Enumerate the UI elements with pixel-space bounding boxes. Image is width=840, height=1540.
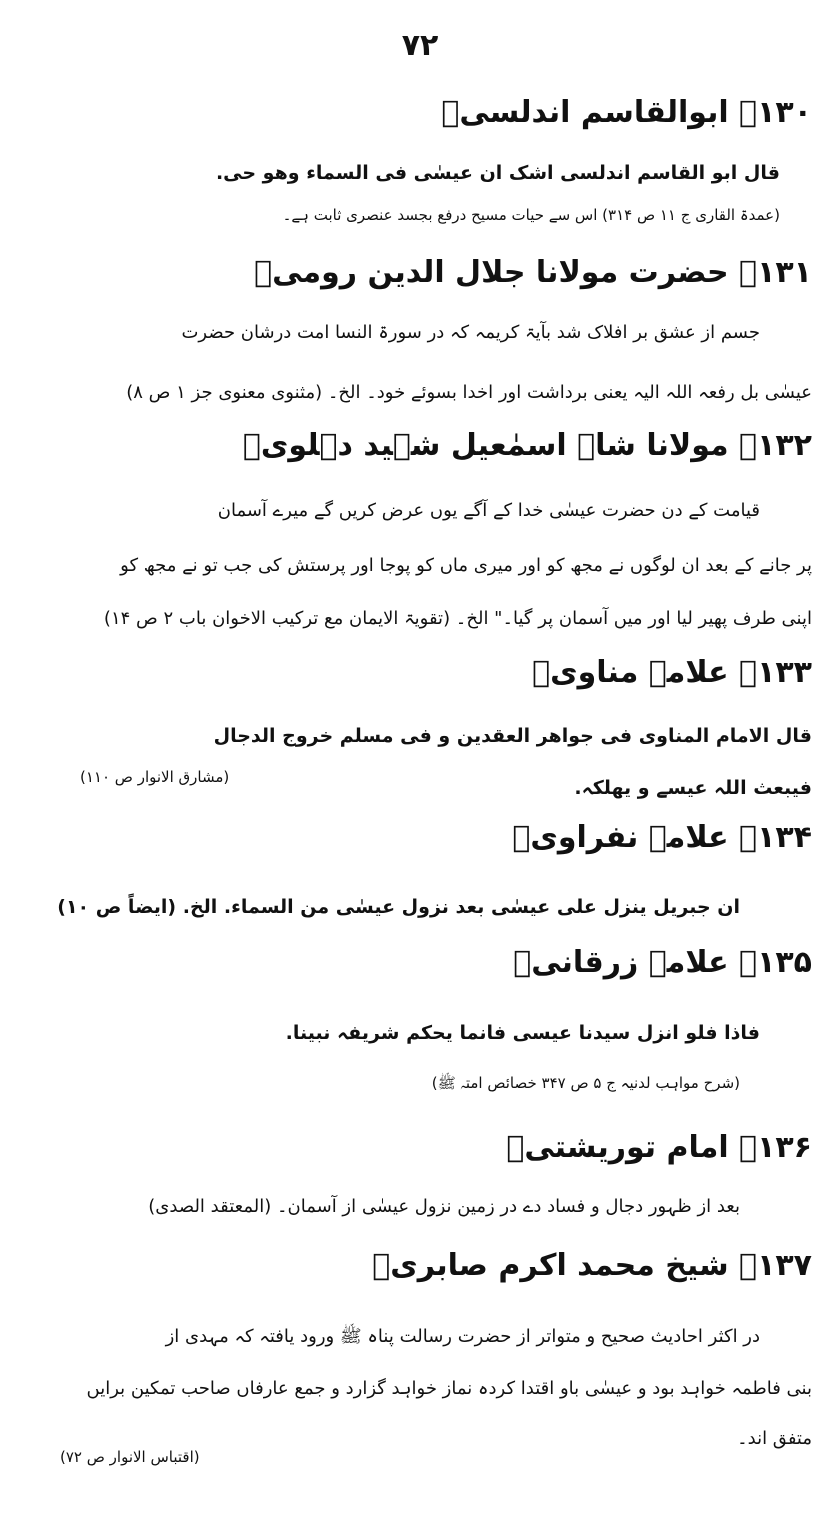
section-heading-131: ۱۳۱۔ حضرت مولانا جلال الدین رومیؒ	[254, 255, 812, 290]
section-135-line-1: فاذا فلو انزل سیدنا عیسی فانما یحکم شریفہ نبینا.	[285, 1022, 760, 1044]
section-heading-134: ۱۳۴۔ علامہ نفراویؒ	[512, 820, 812, 855]
section-136-line-1: بعد از ظہور دجال و فساد دے در زمین نزول عیسٰی از آسمان۔ (المعتقد الصدی)	[148, 1196, 740, 1217]
section-131-line-1: جسم از عشق بر افلاک شد بآیۃ کریمہ کہ در سورۃ النسا امت درشان حضرت	[181, 322, 760, 343]
section-133-line-1: قال الامام المناوی فی جواھر العقدین و فی مسلم خروج الدجال	[213, 725, 812, 747]
section-132-line-2: پر جانے کے بعد ان لوگوں نے مجھ کو اور میری ماں کو پوجا اور پرستش کی جب تو نے مجھ کو	[120, 555, 812, 576]
section-133-reference: (مشارق الانوار ص ۱۱۰)	[80, 768, 230, 786]
section-137-line-1: در اکثر احادیث صحیح و متواتر از حضرت رسالت پناہ ﷺ ورود یافتہ کہ مہدی از	[165, 1326, 760, 1347]
section-132-line-3: اپنی طرف پھیر لیا اور میں آسمان پر گیا۔" الخ۔ (تقویۃ الایمان مع ترکیب الاخوان باب ۲ ص ۱۴)	[103, 608, 812, 629]
page-number: ۷۲	[401, 28, 439, 63]
section-heading-135: ۱۳۵۔ علامہ زرقانیؒ	[513, 945, 812, 980]
section-130-line-1: قال ابو القاسم اندلسی اشک ان عیسٰی فی السماء وھو حی.	[215, 162, 780, 184]
section-134-line-1: ان جبریل ینزل علی عیسٰی بعد نزول عیسٰی من السماء. الخ. (ایضاً ص ۱۰)	[57, 896, 740, 918]
section-133-line-2: فیبعث اللہ عیسے و یھلکہ.	[574, 777, 812, 799]
section-131-line-2: عیسٰی بل رفعہ اللہ الیہ یعنی برداشت اور اخدا بسوئے خود۔ الخ۔ (مثنوی معنوی جز ۱ ص ۸)	[126, 382, 812, 403]
section-heading-130: ۱۳۰۔ ابوالقاسم اندلسیؒ	[441, 95, 812, 130]
section-132-line-1: قیامت کے دن حضرت عیسٰی خدا کے آگے یوں عرض کریں گے میرے آسمان	[217, 500, 760, 521]
section-130-line-2: (عمدۃ القاری ج ۱۱ ص ۳۱۴) اس سے حیات مسیح درفع بجسد عنصری ثابت ہے۔	[282, 206, 780, 224]
section-137-line-2: بنی فاطمہ خواہد بود و عیسٰی باو اقتدا کردہ نماز خواہد گزارد و جمع عارفاں صاحب تمکین برایں	[86, 1378, 812, 1399]
section-heading-132: ۱۳۲۔ مولانا شاہ اسمٰعیل شہید دہلویؒ	[242, 428, 812, 463]
section-137-line-3: متفق اند۔	[737, 1428, 812, 1449]
section-137-reference: (اقتباس الانوار ص ۷۲)	[60, 1448, 200, 1466]
section-135-line-2: (شرح مواہب لدنیہ ج ۵ ص ۳۴۷ خصائص امتہ ﷺ)	[431, 1074, 740, 1092]
section-heading-133: ۱۳۳۔ علامہ مناویؒ	[532, 655, 812, 690]
section-heading-137: ۱۳۷۔ شیخ محمد اکرم صابریؒ	[372, 1248, 812, 1283]
section-heading-136: ۱۳۶۔ امام توریشتیؒ	[506, 1130, 812, 1165]
